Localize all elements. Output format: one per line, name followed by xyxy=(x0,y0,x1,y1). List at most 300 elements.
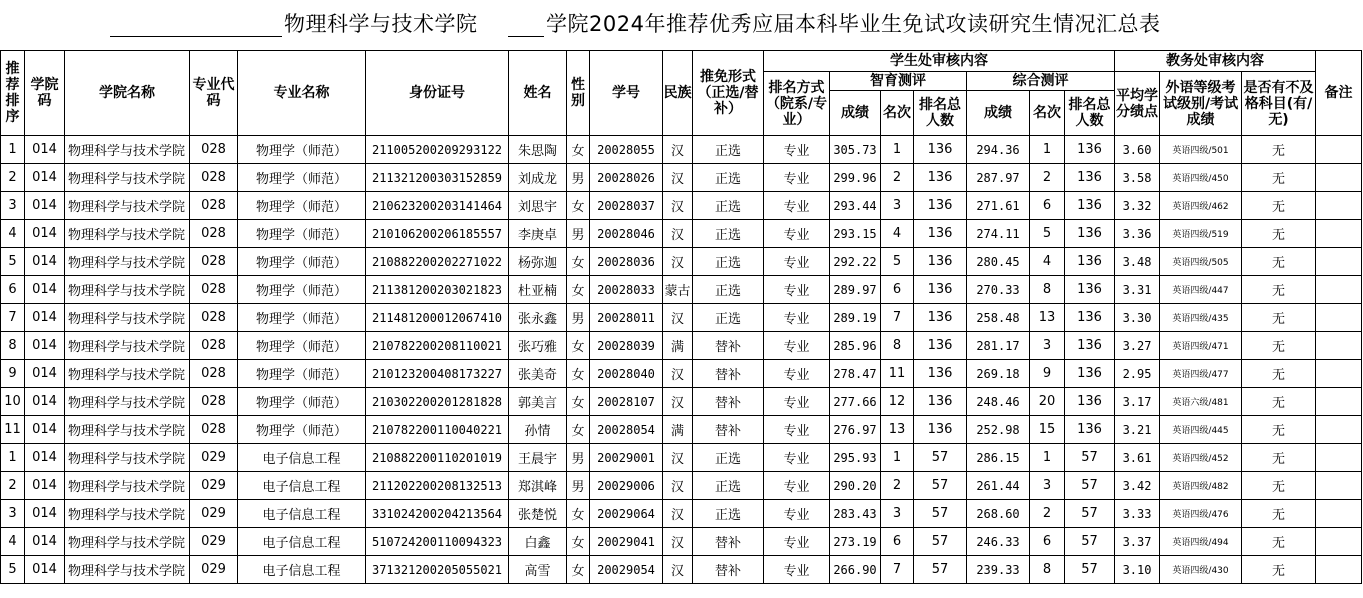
cell-student-id: 20028055 xyxy=(590,136,663,164)
header-gender: 性别 xyxy=(567,51,590,136)
cell-intellect-total: 136 xyxy=(914,416,967,444)
cell-major-name: 物理学（师范） xyxy=(238,248,366,276)
cell-college-code: 014 xyxy=(25,444,65,472)
cell-major-code: 029 xyxy=(190,472,238,500)
cell-name: 郭美言 xyxy=(509,388,567,416)
cell-college-name: 物理科学与技术学院 xyxy=(65,332,190,360)
cell-failed: 无 xyxy=(1242,500,1316,528)
cell-student-id: 20029006 xyxy=(590,472,663,500)
cell-gender: 女 xyxy=(567,500,590,528)
cell-comprehensive-place: 3 xyxy=(1030,332,1065,360)
cell-remark xyxy=(1316,164,1362,192)
cell-ethnicity: 汉 xyxy=(663,192,693,220)
table-row xyxy=(1,192,1362,220)
table-row xyxy=(1,472,1362,500)
cell-student-id: 20028107 xyxy=(590,388,663,416)
cell-form: 正选 xyxy=(693,500,764,528)
cell-id-number: 510724200110094323 xyxy=(366,528,509,556)
cell-failed: 无 xyxy=(1242,164,1316,192)
cell-failed: 无 xyxy=(1242,556,1316,584)
cell-comprehensive-score: 286.15 xyxy=(967,444,1030,472)
cell-gpa: 3.33 xyxy=(1115,500,1160,528)
cell-student-id: 20029064 xyxy=(590,500,663,528)
cell-college-code: 014 xyxy=(25,332,65,360)
cell-comprehensive-total: 136 xyxy=(1065,276,1115,304)
cell-comprehensive-score: 270.33 xyxy=(967,276,1030,304)
cell-college-code: 014 xyxy=(25,248,65,276)
cell-college-code: 014 xyxy=(25,164,65,192)
cell-college-code: 014 xyxy=(25,528,65,556)
cell-intellect-score: 266.90 xyxy=(830,556,881,584)
cell-comprehensive-total: 136 xyxy=(1065,248,1115,276)
cell-rank: 5 xyxy=(1,556,25,584)
title-main: 学院2024年推荐优秀应届本科毕业生免试攻读研究生情况汇总表 xyxy=(546,12,1161,36)
header-rank-method: 排名方式（院系/专业） xyxy=(764,72,830,136)
cell-remark xyxy=(1316,528,1362,556)
cell-remark xyxy=(1316,444,1362,472)
cell-intellect-total: 136 xyxy=(914,136,967,164)
cell-comprehensive-score: 246.33 xyxy=(967,528,1030,556)
cell-gender: 女 xyxy=(567,248,590,276)
cell-remark xyxy=(1316,304,1362,332)
cell-comprehensive-place: 9 xyxy=(1030,360,1065,388)
cell-comprehensive-score: 280.45 xyxy=(967,248,1030,276)
cell-major-code: 028 xyxy=(190,304,238,332)
cell-college-name: 物理科学与技术学院 xyxy=(65,304,190,332)
cell-comprehensive-place: 8 xyxy=(1030,276,1065,304)
cell-id-number: 210302200201281828 xyxy=(366,388,509,416)
cell-major-name: 物理学（师范） xyxy=(238,360,366,388)
cell-failed: 无 xyxy=(1242,220,1316,248)
cell-major-code: 029 xyxy=(190,444,238,472)
cell-major-name: 电子信息工程 xyxy=(238,500,366,528)
cell-intellect-score: 277.66 xyxy=(830,388,881,416)
cell-name: 孙情 xyxy=(509,416,567,444)
cell-major-name: 物理学（师范） xyxy=(238,164,366,192)
cell-rank-method: 专业 xyxy=(764,220,830,248)
cell-id-number: 331024200204213564 xyxy=(366,500,509,528)
cell-gender: 女 xyxy=(567,416,590,444)
cell-rank-method: 专业 xyxy=(764,276,830,304)
cell-comprehensive-total: 57 xyxy=(1065,472,1115,500)
cell-rank-method: 专业 xyxy=(764,164,830,192)
cell-intellect-total: 57 xyxy=(914,472,967,500)
cell-intellect-total: 136 xyxy=(914,332,967,360)
cell-comprehensive-total: 57 xyxy=(1065,500,1115,528)
cell-college-code: 014 xyxy=(25,556,65,584)
cell-major-name: 电子信息工程 xyxy=(238,556,366,584)
cell-major-name: 电子信息工程 xyxy=(238,472,366,500)
cell-rank: 10 xyxy=(1,388,25,416)
cell-name: 刘思宇 xyxy=(509,192,567,220)
cell-failed: 无 xyxy=(1242,472,1316,500)
cell-form: 正选 xyxy=(693,136,764,164)
cell-major-name: 物理学（师范） xyxy=(238,276,366,304)
cell-name: 朱思陶 xyxy=(509,136,567,164)
cell-student-id: 20028054 xyxy=(590,416,663,444)
cell-major-name: 物理学（师范） xyxy=(238,220,366,248)
summary-table xyxy=(0,50,1362,584)
cell-intellect-total: 57 xyxy=(914,444,967,472)
cell-id-number: 210123200408173227 xyxy=(366,360,509,388)
header-comprehensive-total: 排名总人数 xyxy=(1065,91,1115,136)
cell-major-name: 物理学（师范） xyxy=(238,416,366,444)
header-comprehensive-place: 名次 xyxy=(1030,91,1065,136)
header-major-name: 专业名称 xyxy=(238,51,366,136)
cell-id-number: 211481200012067410 xyxy=(366,304,509,332)
header-language: 外语等级考试级别/考试成绩 xyxy=(1160,72,1242,136)
cell-rank-method: 专业 xyxy=(764,192,830,220)
cell-intellect-score: 299.96 xyxy=(830,164,881,192)
cell-major-name: 物理学（师范） xyxy=(238,332,366,360)
header-student-id: 学号 xyxy=(590,51,663,136)
header-academic-office: 教务处审核内容 xyxy=(1115,51,1316,72)
cell-form: 替补 xyxy=(693,388,764,416)
cell-remark xyxy=(1316,472,1362,500)
cell-intellect-place: 7 xyxy=(881,304,914,332)
table-row xyxy=(1,416,1362,444)
cell-college-name: 物理科学与技术学院 xyxy=(65,500,190,528)
cell-form: 正选 xyxy=(693,276,764,304)
cell-id-number: 210106200206185557 xyxy=(366,220,509,248)
cell-language: 英语四级/430 xyxy=(1160,556,1242,584)
cell-college-code: 014 xyxy=(25,304,65,332)
cell-comprehensive-score: 239.33 xyxy=(967,556,1030,584)
cell-comprehensive-place: 20 xyxy=(1030,388,1065,416)
header-intellect-place: 名次 xyxy=(881,91,914,136)
cell-remark xyxy=(1316,556,1362,584)
cell-rank: 5 xyxy=(1,248,25,276)
cell-comprehensive-score: 271.61 xyxy=(967,192,1030,220)
cell-intellect-place: 4 xyxy=(881,220,914,248)
header-major-code: 专业代码 xyxy=(190,51,238,136)
cell-id-number: 211202200208132513 xyxy=(366,472,509,500)
cell-gender: 女 xyxy=(567,388,590,416)
cell-intellect-score: 289.97 xyxy=(830,276,881,304)
cell-college-code: 014 xyxy=(25,388,65,416)
cell-name: 白鑫 xyxy=(509,528,567,556)
cell-major-code: 028 xyxy=(190,248,238,276)
cell-failed: 无 xyxy=(1242,528,1316,556)
cell-remark xyxy=(1316,360,1362,388)
cell-comprehensive-place: 2 xyxy=(1030,164,1065,192)
table-row xyxy=(1,528,1362,556)
cell-ethnicity: 汉 xyxy=(663,136,693,164)
cell-college-name: 物理科学与技术学院 xyxy=(65,556,190,584)
cell-form: 替补 xyxy=(693,556,764,584)
cell-major-code: 028 xyxy=(190,220,238,248)
cell-intellect-score: 289.19 xyxy=(830,304,881,332)
cell-gender: 男 xyxy=(567,444,590,472)
cell-ethnicity: 汉 xyxy=(663,164,693,192)
cell-language: 英语四级/447 xyxy=(1160,276,1242,304)
header-college-name: 学院名称 xyxy=(65,51,190,136)
cell-intellect-total: 136 xyxy=(914,192,967,220)
cell-gpa: 3.36 xyxy=(1115,220,1160,248)
cell-college-code: 014 xyxy=(25,360,65,388)
cell-comprehensive-score: 287.97 xyxy=(967,164,1030,192)
cell-remark xyxy=(1316,136,1362,164)
cell-language: 英语四级/477 xyxy=(1160,360,1242,388)
cell-intellect-total: 136 xyxy=(914,220,967,248)
cell-comprehensive-total: 57 xyxy=(1065,528,1115,556)
table-row xyxy=(1,332,1362,360)
cell-comprehensive-score: 261.44 xyxy=(967,472,1030,500)
cell-intellect-score: 283.43 xyxy=(830,500,881,528)
cell-intellect-place: 13 xyxy=(881,416,914,444)
cell-major-name: 物理学（师范） xyxy=(238,388,366,416)
cell-id-number: 210782200208110021 xyxy=(366,332,509,360)
cell-language: 英语四级/519 xyxy=(1160,220,1242,248)
cell-rank: 4 xyxy=(1,528,25,556)
cell-gender: 女 xyxy=(567,136,590,164)
cell-comprehensive-place: 2 xyxy=(1030,500,1065,528)
cell-intellect-place: 5 xyxy=(881,248,914,276)
cell-language: 英语四级/471 xyxy=(1160,332,1242,360)
cell-comprehensive-place: 5 xyxy=(1030,220,1065,248)
sheet-title xyxy=(0,0,1363,48)
cell-form: 替补 xyxy=(693,332,764,360)
cell-ethnicity: 汉 xyxy=(663,528,693,556)
header-gpa: 平均学分绩点 xyxy=(1115,72,1160,136)
cell-form: 替补 xyxy=(693,528,764,556)
cell-remark xyxy=(1316,248,1362,276)
cell-student-id: 20029001 xyxy=(590,444,663,472)
cell-student-id: 20028026 xyxy=(590,164,663,192)
cell-remark xyxy=(1316,332,1362,360)
cell-name: 张永鑫 xyxy=(509,304,567,332)
cell-form: 正选 xyxy=(693,164,764,192)
cell-intellect-total: 136 xyxy=(914,360,967,388)
cell-intellect-score: 285.96 xyxy=(830,332,881,360)
cell-rank-method: 专业 xyxy=(764,136,830,164)
cell-intellect-score: 278.47 xyxy=(830,360,881,388)
cell-student-id: 20029041 xyxy=(590,528,663,556)
cell-remark xyxy=(1316,192,1362,220)
cell-comprehensive-place: 4 xyxy=(1030,248,1065,276)
cell-form: 替补 xyxy=(693,416,764,444)
cell-id-number: 210782200110040221 xyxy=(366,416,509,444)
cell-language: 英语四级/501 xyxy=(1160,136,1242,164)
cell-ethnicity: 汉 xyxy=(663,248,693,276)
cell-comprehensive-place: 13 xyxy=(1030,304,1065,332)
cell-college-name: 物理科学与技术学院 xyxy=(65,416,190,444)
cell-id-number: 210882200202271022 xyxy=(366,248,509,276)
header-remark: 备注 xyxy=(1316,51,1362,136)
table-row xyxy=(1,304,1362,332)
cell-language: 英语四级/476 xyxy=(1160,500,1242,528)
cell-rank-method: 专业 xyxy=(764,528,830,556)
cell-form: 正选 xyxy=(693,192,764,220)
title-underline-2 xyxy=(508,36,544,37)
cell-failed: 无 xyxy=(1242,304,1316,332)
cell-gender: 男 xyxy=(567,220,590,248)
cell-gender: 女 xyxy=(567,332,590,360)
cell-comprehensive-score: 269.18 xyxy=(967,360,1030,388)
cell-student-id: 20029054 xyxy=(590,556,663,584)
cell-intellect-place: 3 xyxy=(881,192,914,220)
cell-intellect-score: 273.19 xyxy=(830,528,881,556)
cell-major-name: 电子信息工程 xyxy=(238,444,366,472)
header-college-code: 学院码 xyxy=(25,51,65,136)
cell-major-name: 电子信息工程 xyxy=(238,528,366,556)
cell-student-id: 20028037 xyxy=(590,192,663,220)
cell-comprehensive-place: 6 xyxy=(1030,528,1065,556)
cell-major-code: 028 xyxy=(190,136,238,164)
cell-gpa: 2.95 xyxy=(1115,360,1160,388)
cell-rank: 7 xyxy=(1,304,25,332)
cell-form: 正选 xyxy=(693,220,764,248)
cell-failed: 无 xyxy=(1242,416,1316,444)
cell-failed: 无 xyxy=(1242,192,1316,220)
cell-intellect-total: 57 xyxy=(914,556,967,584)
cell-ethnicity: 汉 xyxy=(663,304,693,332)
cell-college-code: 014 xyxy=(25,192,65,220)
cell-gpa: 3.31 xyxy=(1115,276,1160,304)
header-ethnicity: 民族 xyxy=(663,51,693,136)
cell-name: 杨弥迦 xyxy=(509,248,567,276)
cell-intellect-total: 57 xyxy=(914,528,967,556)
cell-ethnicity: 满 xyxy=(663,416,693,444)
cell-college-name: 物理科学与技术学院 xyxy=(65,248,190,276)
cell-college-code: 014 xyxy=(25,276,65,304)
cell-name: 张巧雅 xyxy=(509,332,567,360)
cell-comprehensive-total: 57 xyxy=(1065,444,1115,472)
cell-failed: 无 xyxy=(1242,136,1316,164)
cell-intellect-score: 290.20 xyxy=(830,472,881,500)
table-row xyxy=(1,276,1362,304)
header-intellect: 智育测评 xyxy=(830,72,967,91)
cell-college-name: 物理科学与技术学院 xyxy=(65,136,190,164)
cell-major-code: 028 xyxy=(190,332,238,360)
cell-comprehensive-place: 1 xyxy=(1030,444,1065,472)
cell-id-number: 211381200203021823 xyxy=(366,276,509,304)
header-comprehensive-score: 成绩 xyxy=(967,91,1030,136)
cell-intellect-place: 7 xyxy=(881,556,914,584)
cell-intellect-total: 136 xyxy=(914,276,967,304)
cell-major-code: 028 xyxy=(190,360,238,388)
cell-rank: 3 xyxy=(1,500,25,528)
table-row xyxy=(1,136,1362,164)
title-school-name: 物理科学与技术学院 xyxy=(284,12,478,36)
cell-major-code: 028 xyxy=(190,164,238,192)
cell-comprehensive-total: 136 xyxy=(1065,136,1115,164)
cell-comprehensive-place: 3 xyxy=(1030,472,1065,500)
cell-comprehensive-total: 136 xyxy=(1065,192,1115,220)
cell-comprehensive-place: 15 xyxy=(1030,416,1065,444)
cell-comprehensive-place: 6 xyxy=(1030,192,1065,220)
cell-ethnicity: 蒙古 xyxy=(663,276,693,304)
cell-comprehensive-score: 281.17 xyxy=(967,332,1030,360)
cell-student-id: 20028039 xyxy=(590,332,663,360)
cell-failed: 无 xyxy=(1242,360,1316,388)
table-body xyxy=(1,136,1362,584)
cell-major-code: 028 xyxy=(190,192,238,220)
cell-intellect-total: 136 xyxy=(914,304,967,332)
cell-gender: 女 xyxy=(567,192,590,220)
header-id-number: 身份证号 xyxy=(366,51,509,136)
cell-college-name: 物理科学与技术学院 xyxy=(65,472,190,500)
cell-gpa: 3.37 xyxy=(1115,528,1160,556)
cell-gender: 男 xyxy=(567,164,590,192)
table-row xyxy=(1,556,1362,584)
cell-intellect-place: 2 xyxy=(881,164,914,192)
cell-failed: 无 xyxy=(1242,248,1316,276)
cell-rank: 1 xyxy=(1,444,25,472)
cell-comprehensive-total: 136 xyxy=(1065,388,1115,416)
cell-name: 刘成龙 xyxy=(509,164,567,192)
cell-comprehensive-place: 8 xyxy=(1030,556,1065,584)
cell-remark xyxy=(1316,220,1362,248)
cell-college-name: 物理科学与技术学院 xyxy=(65,192,190,220)
header-rank: 推荐排序 xyxy=(1,51,25,136)
cell-remark xyxy=(1316,276,1362,304)
cell-major-name: 物理学（师范） xyxy=(238,192,366,220)
header-form: 推免形式（正选/替补） xyxy=(693,51,764,136)
cell-intellect-place: 11 xyxy=(881,360,914,388)
cell-student-id: 20028040 xyxy=(590,360,663,388)
cell-college-name: 物理科学与技术学院 xyxy=(65,360,190,388)
cell-name: 张楚悦 xyxy=(509,500,567,528)
cell-college-name: 物理科学与技术学院 xyxy=(65,220,190,248)
cell-language: 英语六级/481 xyxy=(1160,388,1242,416)
header-intellect-score: 成绩 xyxy=(830,91,881,136)
cell-major-name: 物理学（师范） xyxy=(238,304,366,332)
cell-language: 英语四级/482 xyxy=(1160,472,1242,500)
cell-major-code: 028 xyxy=(190,388,238,416)
cell-gender: 男 xyxy=(567,304,590,332)
cell-ethnicity: 满 xyxy=(663,332,693,360)
cell-rank: 2 xyxy=(1,164,25,192)
cell-rank-method: 专业 xyxy=(764,360,830,388)
title-underline xyxy=(110,36,282,37)
cell-ethnicity: 汉 xyxy=(663,220,693,248)
cell-comprehensive-score: 258.48 xyxy=(967,304,1030,332)
cell-form: 正选 xyxy=(693,304,764,332)
cell-college-code: 014 xyxy=(25,472,65,500)
cell-language: 英语四级/450 xyxy=(1160,164,1242,192)
cell-ethnicity: 汉 xyxy=(663,360,693,388)
cell-gpa: 3.58 xyxy=(1115,164,1160,192)
cell-intellect-total: 136 xyxy=(914,388,967,416)
cell-name: 杜亚楠 xyxy=(509,276,567,304)
cell-major-code: 029 xyxy=(190,556,238,584)
cell-language: 英语四级/435 xyxy=(1160,304,1242,332)
cell-college-code: 014 xyxy=(25,500,65,528)
cell-major-name: 物理学（师范） xyxy=(238,136,366,164)
cell-intellect-place: 6 xyxy=(881,276,914,304)
header-comprehensive: 综合测评 xyxy=(967,72,1115,91)
table-row xyxy=(1,248,1362,276)
cell-college-name: 物理科学与技术学院 xyxy=(65,164,190,192)
cell-comprehensive-total: 136 xyxy=(1065,416,1115,444)
cell-gpa: 3.32 xyxy=(1115,192,1160,220)
cell-id-number: 371321200205055021 xyxy=(366,556,509,584)
cell-intellect-score: 293.15 xyxy=(830,220,881,248)
cell-rank-method: 专业 xyxy=(764,556,830,584)
cell-intellect-score: 295.93 xyxy=(830,444,881,472)
cell-student-id: 20028011 xyxy=(590,304,663,332)
table-row xyxy=(1,500,1362,528)
cell-major-code: 029 xyxy=(190,528,238,556)
table-row xyxy=(1,164,1362,192)
cell-name: 郑淇峰 xyxy=(509,472,567,500)
cell-name: 李庚卓 xyxy=(509,220,567,248)
cell-college-name: 物理科学与技术学院 xyxy=(65,276,190,304)
cell-language: 英语四级/452 xyxy=(1160,444,1242,472)
cell-comprehensive-total: 136 xyxy=(1065,332,1115,360)
cell-ethnicity: 汉 xyxy=(663,444,693,472)
